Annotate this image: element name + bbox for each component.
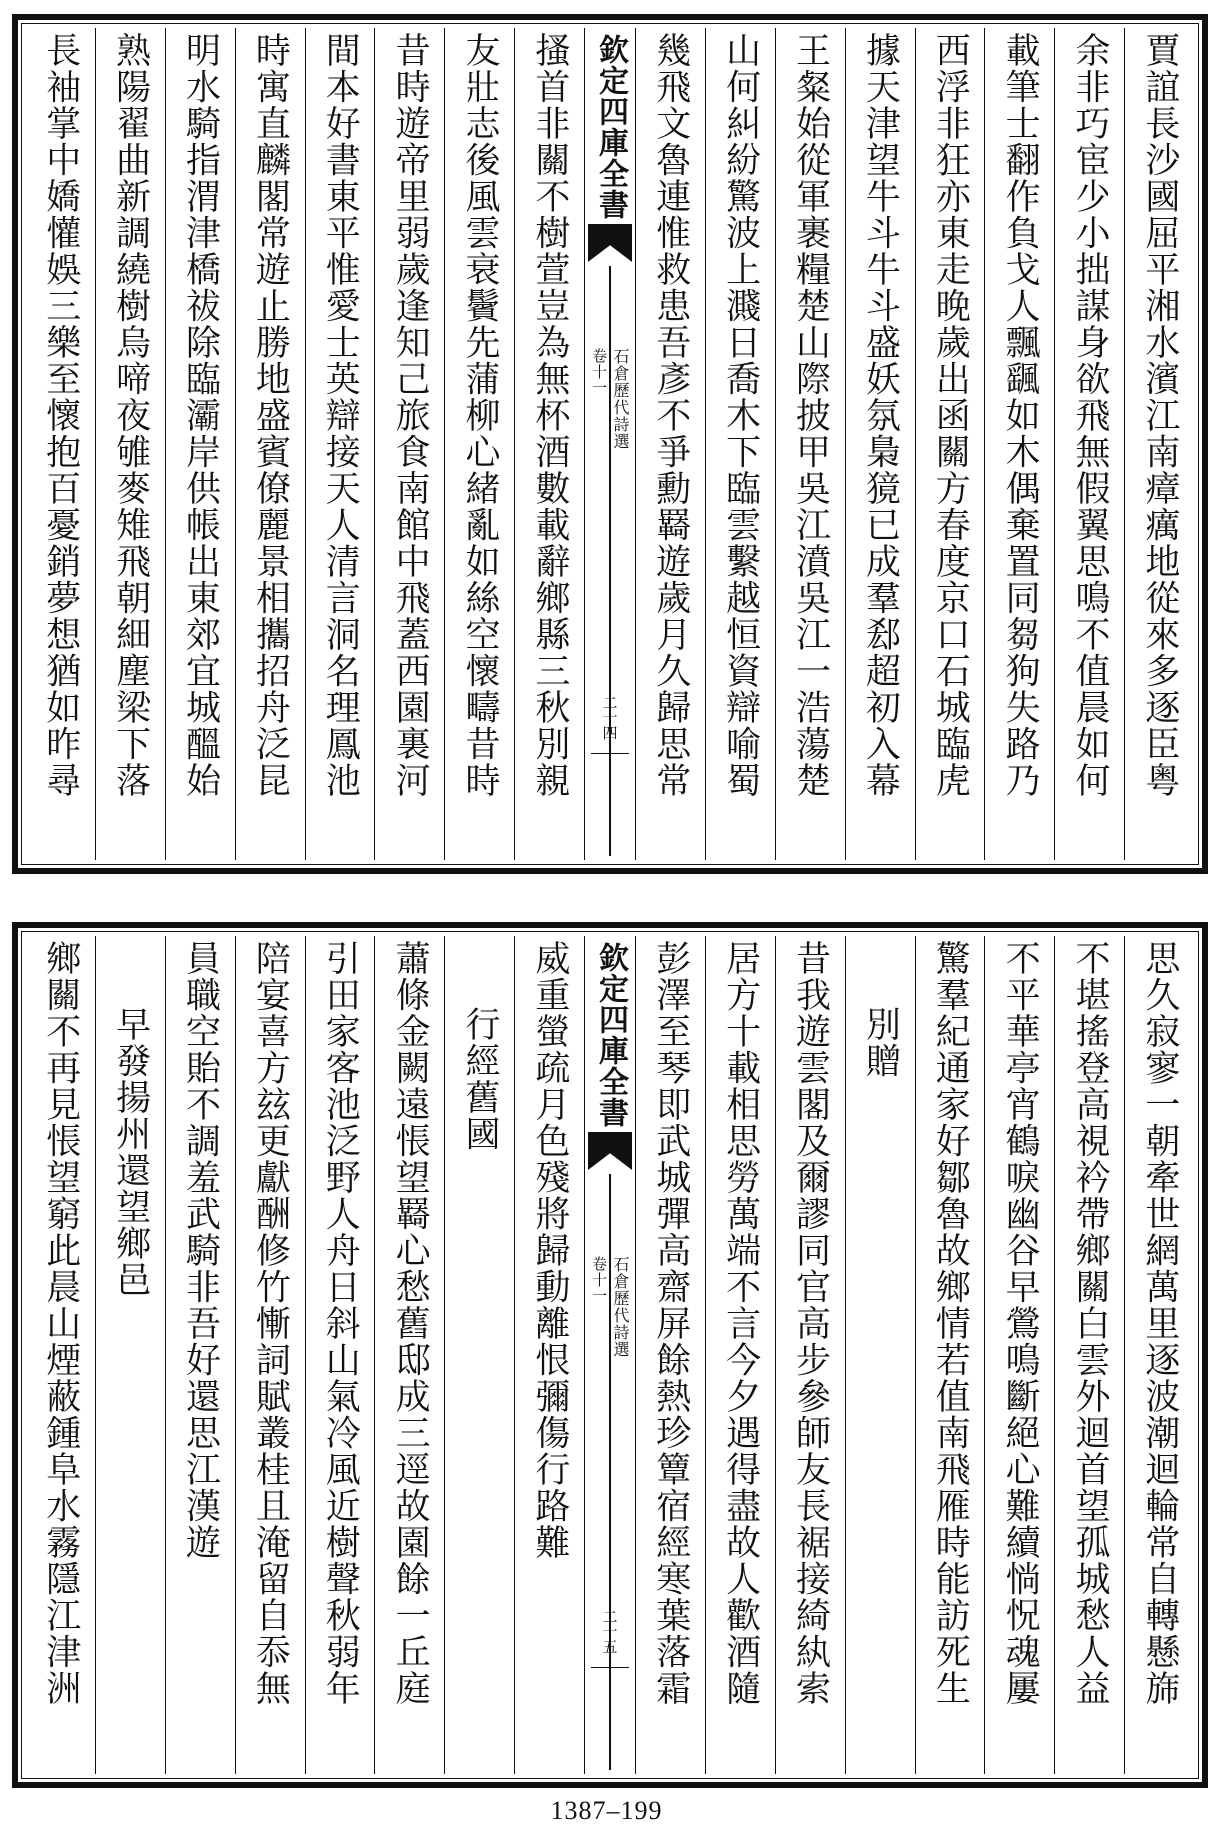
column-text: 友壯志後風雲衰鬢先蒲柳心緒亂如絲空懷疇昔時 xyxy=(459,32,500,799)
column-text: 余非巧宦少小拙謀身欲飛無假翼思鳴不值晨如何 xyxy=(1069,32,1110,799)
poem-title-column xyxy=(444,936,514,1774)
column-text: 山何糾紛驚波上濺日喬木下臨雲繫越恒資辯喻蜀 xyxy=(720,32,761,799)
column-text: 陪宴喜方玆更獻酬修竹慚詞賦叢桂且淹留自忝無 xyxy=(250,940,291,1707)
page-number: 1387–199 xyxy=(550,1796,663,1825)
column-text: 鄉關不再見悵望窮此晨山煙蔽鍾阜水霧隱江津洲 xyxy=(40,940,81,1707)
column-text: 載筆士翻作負戈人飄颻如木偶棄置同芻狗失路乃 xyxy=(1000,32,1041,799)
book-title: 欽定四庫全書 xyxy=(593,942,628,1128)
upper-page xyxy=(12,14,1208,874)
column-text: 明水騎指渭津橋祓除臨灞岸供帳出東郊宜城醞始 xyxy=(180,32,221,799)
source-title: 石倉歷代詩選 xyxy=(611,1256,630,1358)
text-column xyxy=(444,28,514,860)
folio-rule xyxy=(591,1667,629,1669)
text-column xyxy=(374,936,444,1774)
spine-column xyxy=(584,936,635,1774)
upper-page-columns xyxy=(26,28,1194,860)
text-column xyxy=(845,28,915,860)
text-column xyxy=(235,936,305,1774)
column-text: 昔時遊帝里弱歲逢知己旅食南館中飛蓋西園裏河 xyxy=(390,32,431,799)
poem-title-column xyxy=(95,936,165,1774)
text-column xyxy=(165,936,235,1774)
column-text: 思久寂寥一朝牽世網萬里逐波潮迴輪常自轉懸旆 xyxy=(1139,940,1180,1707)
text-column xyxy=(775,28,845,860)
text-column xyxy=(915,28,985,860)
text-column xyxy=(305,28,375,860)
text-column xyxy=(984,28,1054,860)
column-text: 王粲始從軍裹糧楚山際披甲吳江濆吳江一浩蕩楚 xyxy=(790,32,831,799)
column-text: 長袖掌中嬌懽娛三樂至懷抱百憂銷夢想猶如昨尋 xyxy=(40,32,81,799)
text-column xyxy=(915,936,985,1774)
column-text: 熟陽翟曲新調繞樹烏啼夜雊麥雉飛朝細塵梁下落 xyxy=(110,32,151,799)
column-text: 居方十載相思勞萬端不言今夕遇得盡故人歡酒隨 xyxy=(720,940,761,1707)
text-column xyxy=(635,28,705,860)
text-column xyxy=(374,28,444,860)
text-column xyxy=(705,936,775,1774)
text-column xyxy=(514,28,584,860)
text-column xyxy=(305,936,375,1774)
source-title: 石倉歷代詩選 xyxy=(611,348,630,450)
column-text: 搔首非關不樹萱豈為無杯酒數載辭鄉縣三秋別親 xyxy=(529,32,570,799)
volume-label: 卷十一 xyxy=(590,348,608,396)
volume-label: 卷十一 xyxy=(590,1256,608,1304)
poem-title: 別贈 xyxy=(860,1006,901,1079)
book-title: 欽定四庫全書 xyxy=(593,34,628,220)
column-text: 據天津望牛斗牛斗盛妖氛梟獍已成羣郄超初入幕 xyxy=(860,32,901,799)
text-column xyxy=(26,28,95,860)
text-column xyxy=(235,28,305,860)
text-column xyxy=(635,936,705,1774)
spine-column xyxy=(584,28,635,860)
column-text: 昔我遊雲閣及爾謬同官高步參師友長裾接綺紈索 xyxy=(790,940,831,1707)
column-text: 間本好書東平惟愛士英辯接天人清言洞名理鳳池 xyxy=(320,32,361,799)
text-column xyxy=(1124,936,1194,1774)
column-text: 彭澤至琴即武城彈高齋屏餘熱珍簟宿經寒葉落霜 xyxy=(650,940,691,1707)
text-column xyxy=(514,936,584,1774)
column-text: 驚羣紀通家好鄒魯故鄉情若值南飛雁時能訪死生 xyxy=(930,940,971,1707)
poem-title: 早發揚州還望鄉邑 xyxy=(110,1006,151,1298)
lower-page xyxy=(12,922,1208,1788)
column-text: 蕭條金闕遠悵望羇心愁舊邸成三逕故園餘一丘庭 xyxy=(390,940,431,1707)
text-column xyxy=(165,28,235,860)
column-text: 賈誼長沙國屈平湘水濱江南瘴癘地從來多逐臣粤 xyxy=(1139,32,1180,799)
column-text: 員職空貽不調羞武騎非吾好還思江漢遊 xyxy=(180,940,221,1561)
column-text: 幾飛文魯連惟救患吾彥不爭勳羇遊歲月久歸思常 xyxy=(650,32,691,799)
folio-rule xyxy=(591,753,629,755)
column-text: 威重螢疏月色殘將歸動離恨彌傷行路難 xyxy=(529,940,570,1561)
column-text: 引田家客池泛野人舟日斜山氣冷風近樹聲秋弱年 xyxy=(320,940,361,1707)
column-text: 不堪搖登高視衿帶鄉關白雲外迴首望孤城愁人益 xyxy=(1069,940,1110,1707)
column-text: 不平華亭宵鶴唳幽谷早鶯鳴斷絕心難續惝怳魂屢 xyxy=(1000,940,1041,1707)
text-column xyxy=(1054,936,1124,1774)
text-column xyxy=(26,936,95,1774)
text-column xyxy=(775,936,845,1774)
column-text: 西浮非狂亦東走晚歲出函關方春度京口石城臨虎 xyxy=(930,32,971,799)
text-column xyxy=(705,28,775,860)
text-column xyxy=(984,936,1054,1774)
column-text: 時寓直麟閣常遊止勝地盛賓僚麗景相攜招舟泛昆 xyxy=(250,32,291,799)
text-column xyxy=(1124,28,1194,860)
fish-tail-ornament-icon xyxy=(588,224,632,262)
lower-page-columns xyxy=(26,936,1194,1774)
fish-tail-ornament-icon xyxy=(588,1132,632,1170)
folio-number: 二十五 xyxy=(600,1609,619,1654)
text-column xyxy=(95,28,165,860)
poem-title: 行經舊國 xyxy=(459,1006,500,1152)
folio-number: 二十四 xyxy=(600,695,619,740)
text-column xyxy=(1054,28,1124,860)
poem-title-column xyxy=(845,936,915,1774)
